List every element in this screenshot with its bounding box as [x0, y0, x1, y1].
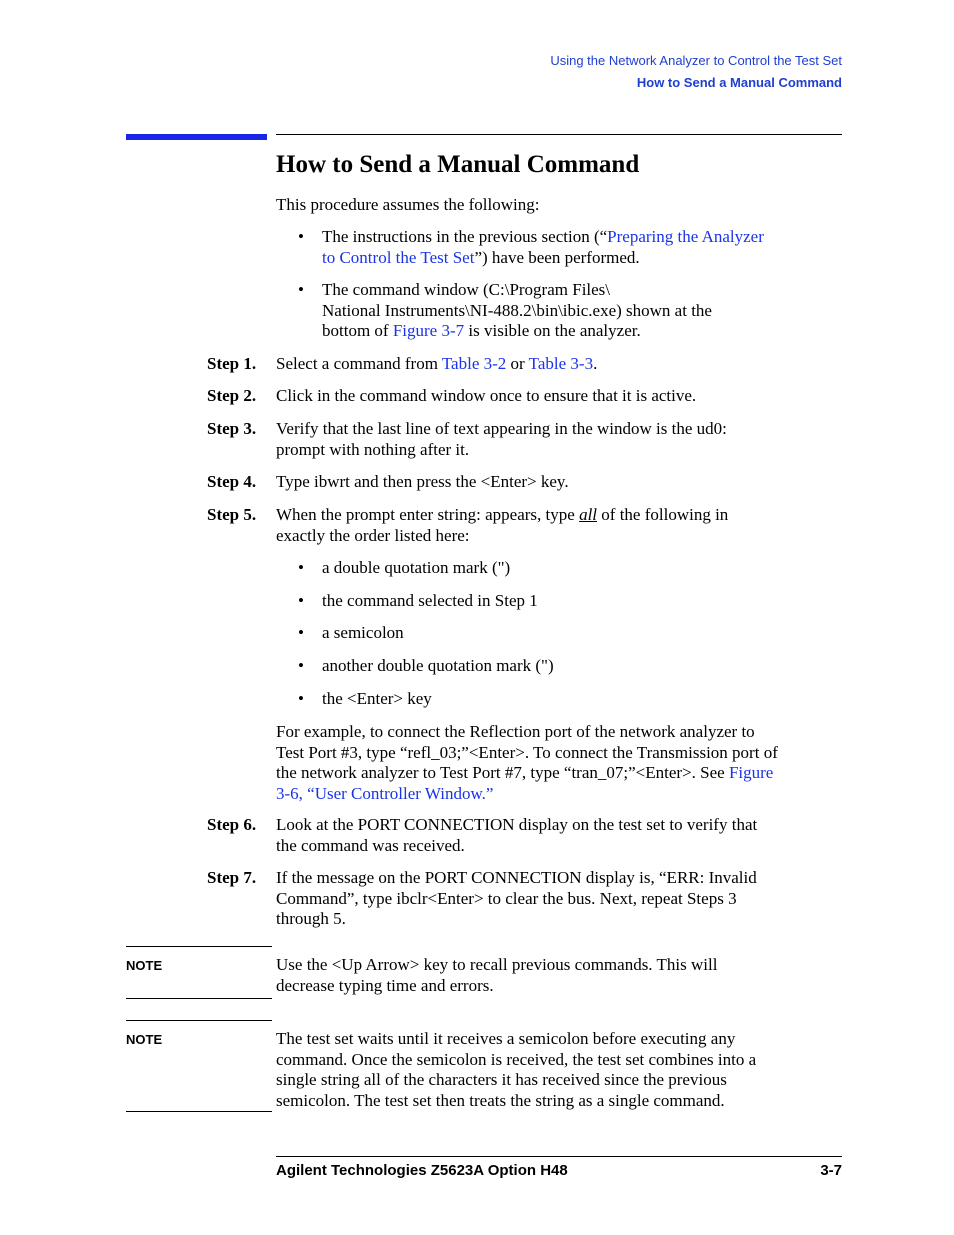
step-4-label: Step 4. — [207, 472, 257, 491]
list-item: the <Enter> key — [322, 689, 432, 708]
step-3-label: Step 3. — [207, 419, 257, 438]
step-6-line2: the command was received. — [276, 835, 465, 855]
bullet-icon: • — [298, 623, 304, 642]
example-paragraph — [276, 722, 846, 804]
bullet-icon: • — [298, 280, 304, 299]
note-2-line1: The test set waits until it receives a semicolon before executing any — [276, 1029, 736, 1048]
step-1-post: . — [593, 354, 598, 373]
assumption-2-line1: The command window (C:\Program Files\ — [322, 280, 611, 299]
note-2-line2: command. Once the semicolon is received, the test set combines into a — [276, 1049, 757, 1069]
footer-rule — [276, 1156, 842, 1157]
assumption-2-line2: National Instruments\NI-488.2\bin\ibic.exe) shown at the — [322, 300, 712, 320]
step-5-emphasis: all — [579, 505, 598, 524]
step-2-label: Step 2. — [207, 386, 257, 405]
note-1-line1: Use the <Up Arrow> key to recall previous commands. This will — [276, 955, 718, 974]
step-7-label: Step 7. — [207, 868, 257, 887]
bullet-icon: • — [298, 227, 304, 246]
note-2-top-rule — [126, 1020, 272, 1021]
step-1-pre: Select a command from — [276, 354, 442, 373]
step-6-line1: Look at the PORT CONNECTION display on the test set to verify that — [276, 815, 758, 834]
step-7-line3: through 5. — [276, 909, 346, 928]
section-top-rule — [276, 134, 842, 135]
figure-3-6-link-cont[interactable]: 3-6, “User Controller Window.” — [276, 783, 494, 803]
section-accent-bar — [126, 134, 267, 140]
example-line2: Test Port #3, type “refl_03;”<Enter>. To connect the Transmission port of — [276, 742, 778, 762]
step-1-text — [276, 354, 597, 375]
step-7-line2: Command”, type ibclr<Enter> to clear the bus. Next, repeat Steps 3 — [276, 888, 737, 908]
list-item: a double quotation mark (") — [322, 558, 511, 577]
note-2-text — [276, 1029, 756, 1111]
note-2-line4: semicolon. The test set then treats the string as a single command. — [276, 1090, 725, 1110]
table-3-3-link[interactable]: Table 3-3 — [528, 354, 594, 373]
step-5-line2: exactly the order listed here: — [276, 525, 470, 545]
page-title: How to Send a Manual Command — [276, 151, 640, 178]
note-2-label: NOTE — [126, 1032, 163, 1047]
step-5-post: of the following in — [597, 505, 729, 524]
bullet-icon: • — [298, 591, 304, 610]
preparing-analyzer-link-cont[interactable]: to Control the Test Set — [322, 247, 475, 267]
note-1-top-rule — [126, 946, 272, 947]
example-line1: For example, to connect the Reflection port of the network analyzer to — [276, 722, 755, 741]
table-3-2-link[interactable]: Table 3-2 — [441, 354, 507, 373]
assumption-2-line3: bottom of — [322, 321, 393, 340]
assumption-1 — [322, 227, 842, 268]
example-line3: the network analyzer to Test Port #7, type “tran_07;”<Enter>. See — [276, 763, 729, 782]
figure-3-6-link[interactable]: Figure — [728, 763, 774, 782]
preparing-analyzer-link[interactable]: Preparing the Analyzer — [607, 227, 764, 246]
list-item: a semicolon — [322, 623, 404, 642]
step-5-pre: When the prompt enter string: appears, type — [276, 505, 580, 524]
step-3-line1: Verify that the last line of text appearing in the window is the ud0: — [276, 419, 727, 438]
running-header-section: How to Send a Manual Command — [636, 75, 842, 90]
note-2-line3: single string all of the characters it has received since the previous — [276, 1070, 727, 1089]
step-7-line1: If the message on the PORT CONNECTION display is, “ERR: Invalid — [276, 868, 757, 887]
note-1-label: NOTE — [126, 958, 163, 973]
step-6-label: Step 6. — [207, 815, 257, 834]
step-3-text — [276, 419, 727, 460]
step-2-text: Click in the command window once to ensure that it is active. — [276, 386, 697, 405]
step-1-label: Step 1. — [207, 354, 257, 373]
assumption-2 — [322, 280, 842, 342]
assumption-1-text-end: ”) have been performed. — [474, 247, 640, 267]
footer-page-number: 3-7 — [820, 1162, 842, 1179]
intro-text: This procedure assumes the following: — [276, 195, 540, 214]
note-1-line2: decrease typing time and errors. — [276, 975, 494, 995]
step-4-text: Type ibwrt and then press the <Enter> key. — [276, 472, 569, 491]
list-item: the command selected in Step 1 — [322, 591, 538, 610]
step-1-mid: or — [506, 354, 529, 373]
bullet-icon: • — [298, 656, 304, 675]
footer-product: Agilent Technologies Z5623A Option H48 — [276, 1162, 568, 1179]
assumption-1-text: The instructions in the previous section (“ — [322, 227, 608, 246]
step-6-text — [276, 815, 757, 856]
note-1-bottom-rule — [126, 998, 272, 999]
bullet-icon: • — [298, 558, 304, 577]
note-1-text — [276, 955, 717, 996]
step-5-label: Step 5. — [207, 505, 257, 524]
figure-3-7-link[interactable]: Figure 3-7 — [392, 321, 465, 340]
step-5-text — [276, 505, 728, 546]
assumption-2-line3-end: is visible on the analyzer. — [464, 321, 641, 340]
note-2-bottom-rule — [126, 1111, 272, 1112]
running-header-chapter: Using the Network Analyzer to Control the Test Set — [550, 53, 842, 68]
list-item: another double quotation mark (") — [322, 656, 554, 675]
step-3-line2: prompt with nothing after it. — [276, 439, 470, 459]
bullet-icon: • — [298, 689, 304, 708]
step-7-text — [276, 868, 757, 930]
